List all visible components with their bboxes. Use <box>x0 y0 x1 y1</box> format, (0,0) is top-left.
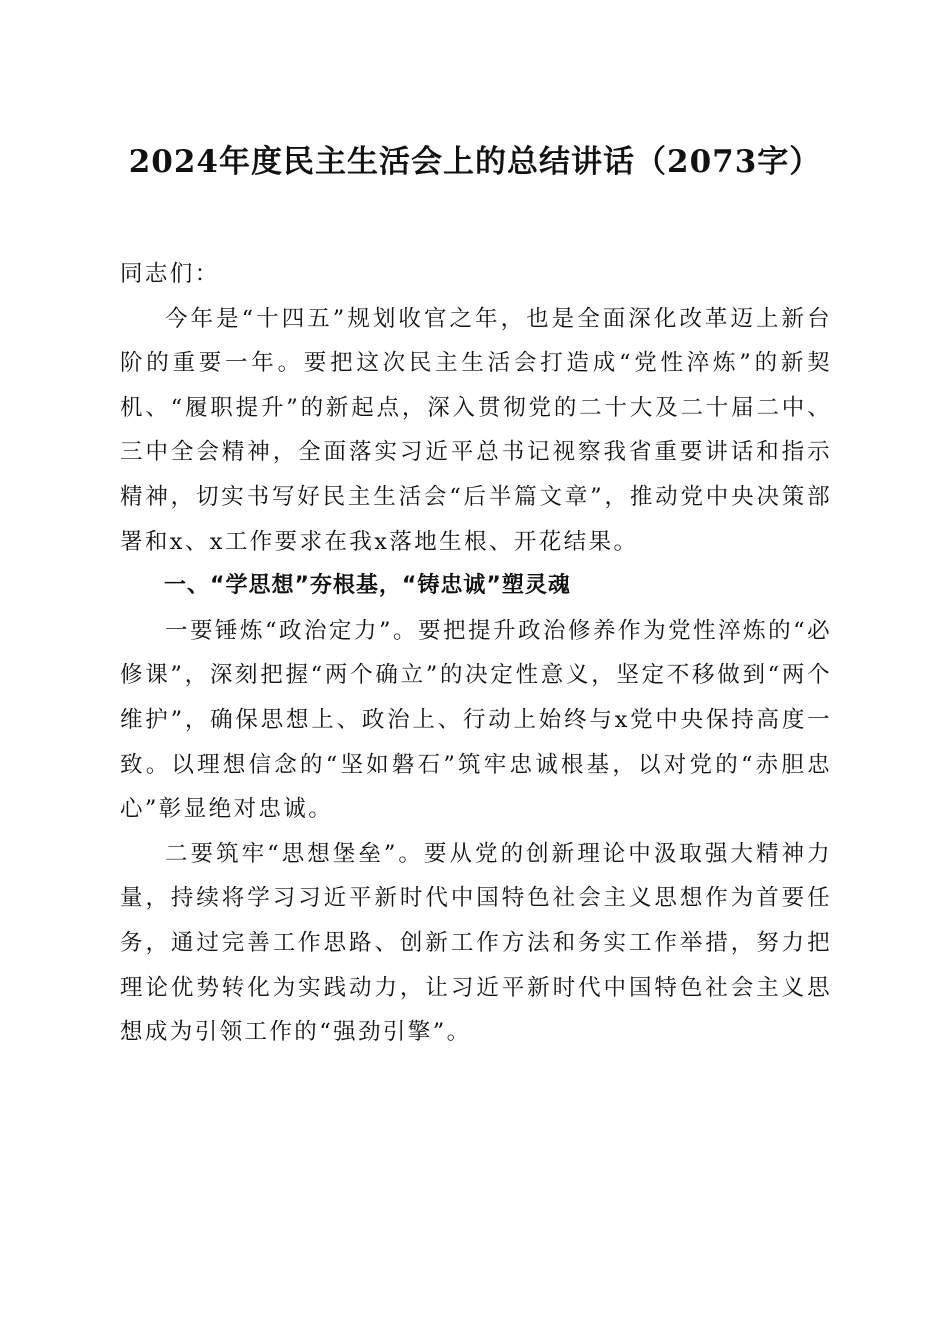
paragraph-intro: 今年是“十四五”规划收官之年，也是全面深化改革迈上新台阶的重要一年。要把这次民主生活会打造成“党性淬炼”的新契机、“履职提升”的新起点，深入贯彻党的二十大及二十届二中、三中全会精神，全面落实习近平总书记视察我省重要讲话和指示精神，切实书写好民主生活会“后半篇文章”，推动党中央决策部署和x、x工作要求在我x落地生根、开花结果。 <box>120 305 832 555</box>
paragraph-political-focus: 一要锤炼“政治定力”。要把提升政治修养作为党性淬炼的“必修课”，深刻把握“两个确立”的决定性意义，坚定不移做到“两个维护”，确保思想上、政治上、行动上始终与x党中央保持高度一致。以理想信念的“坚如磐石”筑牢忠诚根基，以对党的“赤胆忠心”彰显绝对忠诚。 <box>120 617 832 823</box>
section-heading-1: 一、“学思想”夯根基，“铸忠诚”塑灵魂 <box>164 573 571 599</box>
paragraph-ideological-fortress: 二要筑牢“思想堡垒”。要从党的创新理论中汲取强大精神力量，持续将学习习近平新时代中国特色社会主义思想作为首要任务，通过完善工作思路、创新工作方法和务实工作举措，努力把理论优势转化为实践动力，让习近平新时代中国特色社会主义思想成为引领工作的“强劲引擎”。 <box>120 840 832 1046</box>
document-title: 2024年度民主生活会上的总结讲话（2073字） <box>128 144 822 180</box>
document-body <box>120 252 832 1055</box>
salutation: 同志们： <box>120 261 220 287</box>
